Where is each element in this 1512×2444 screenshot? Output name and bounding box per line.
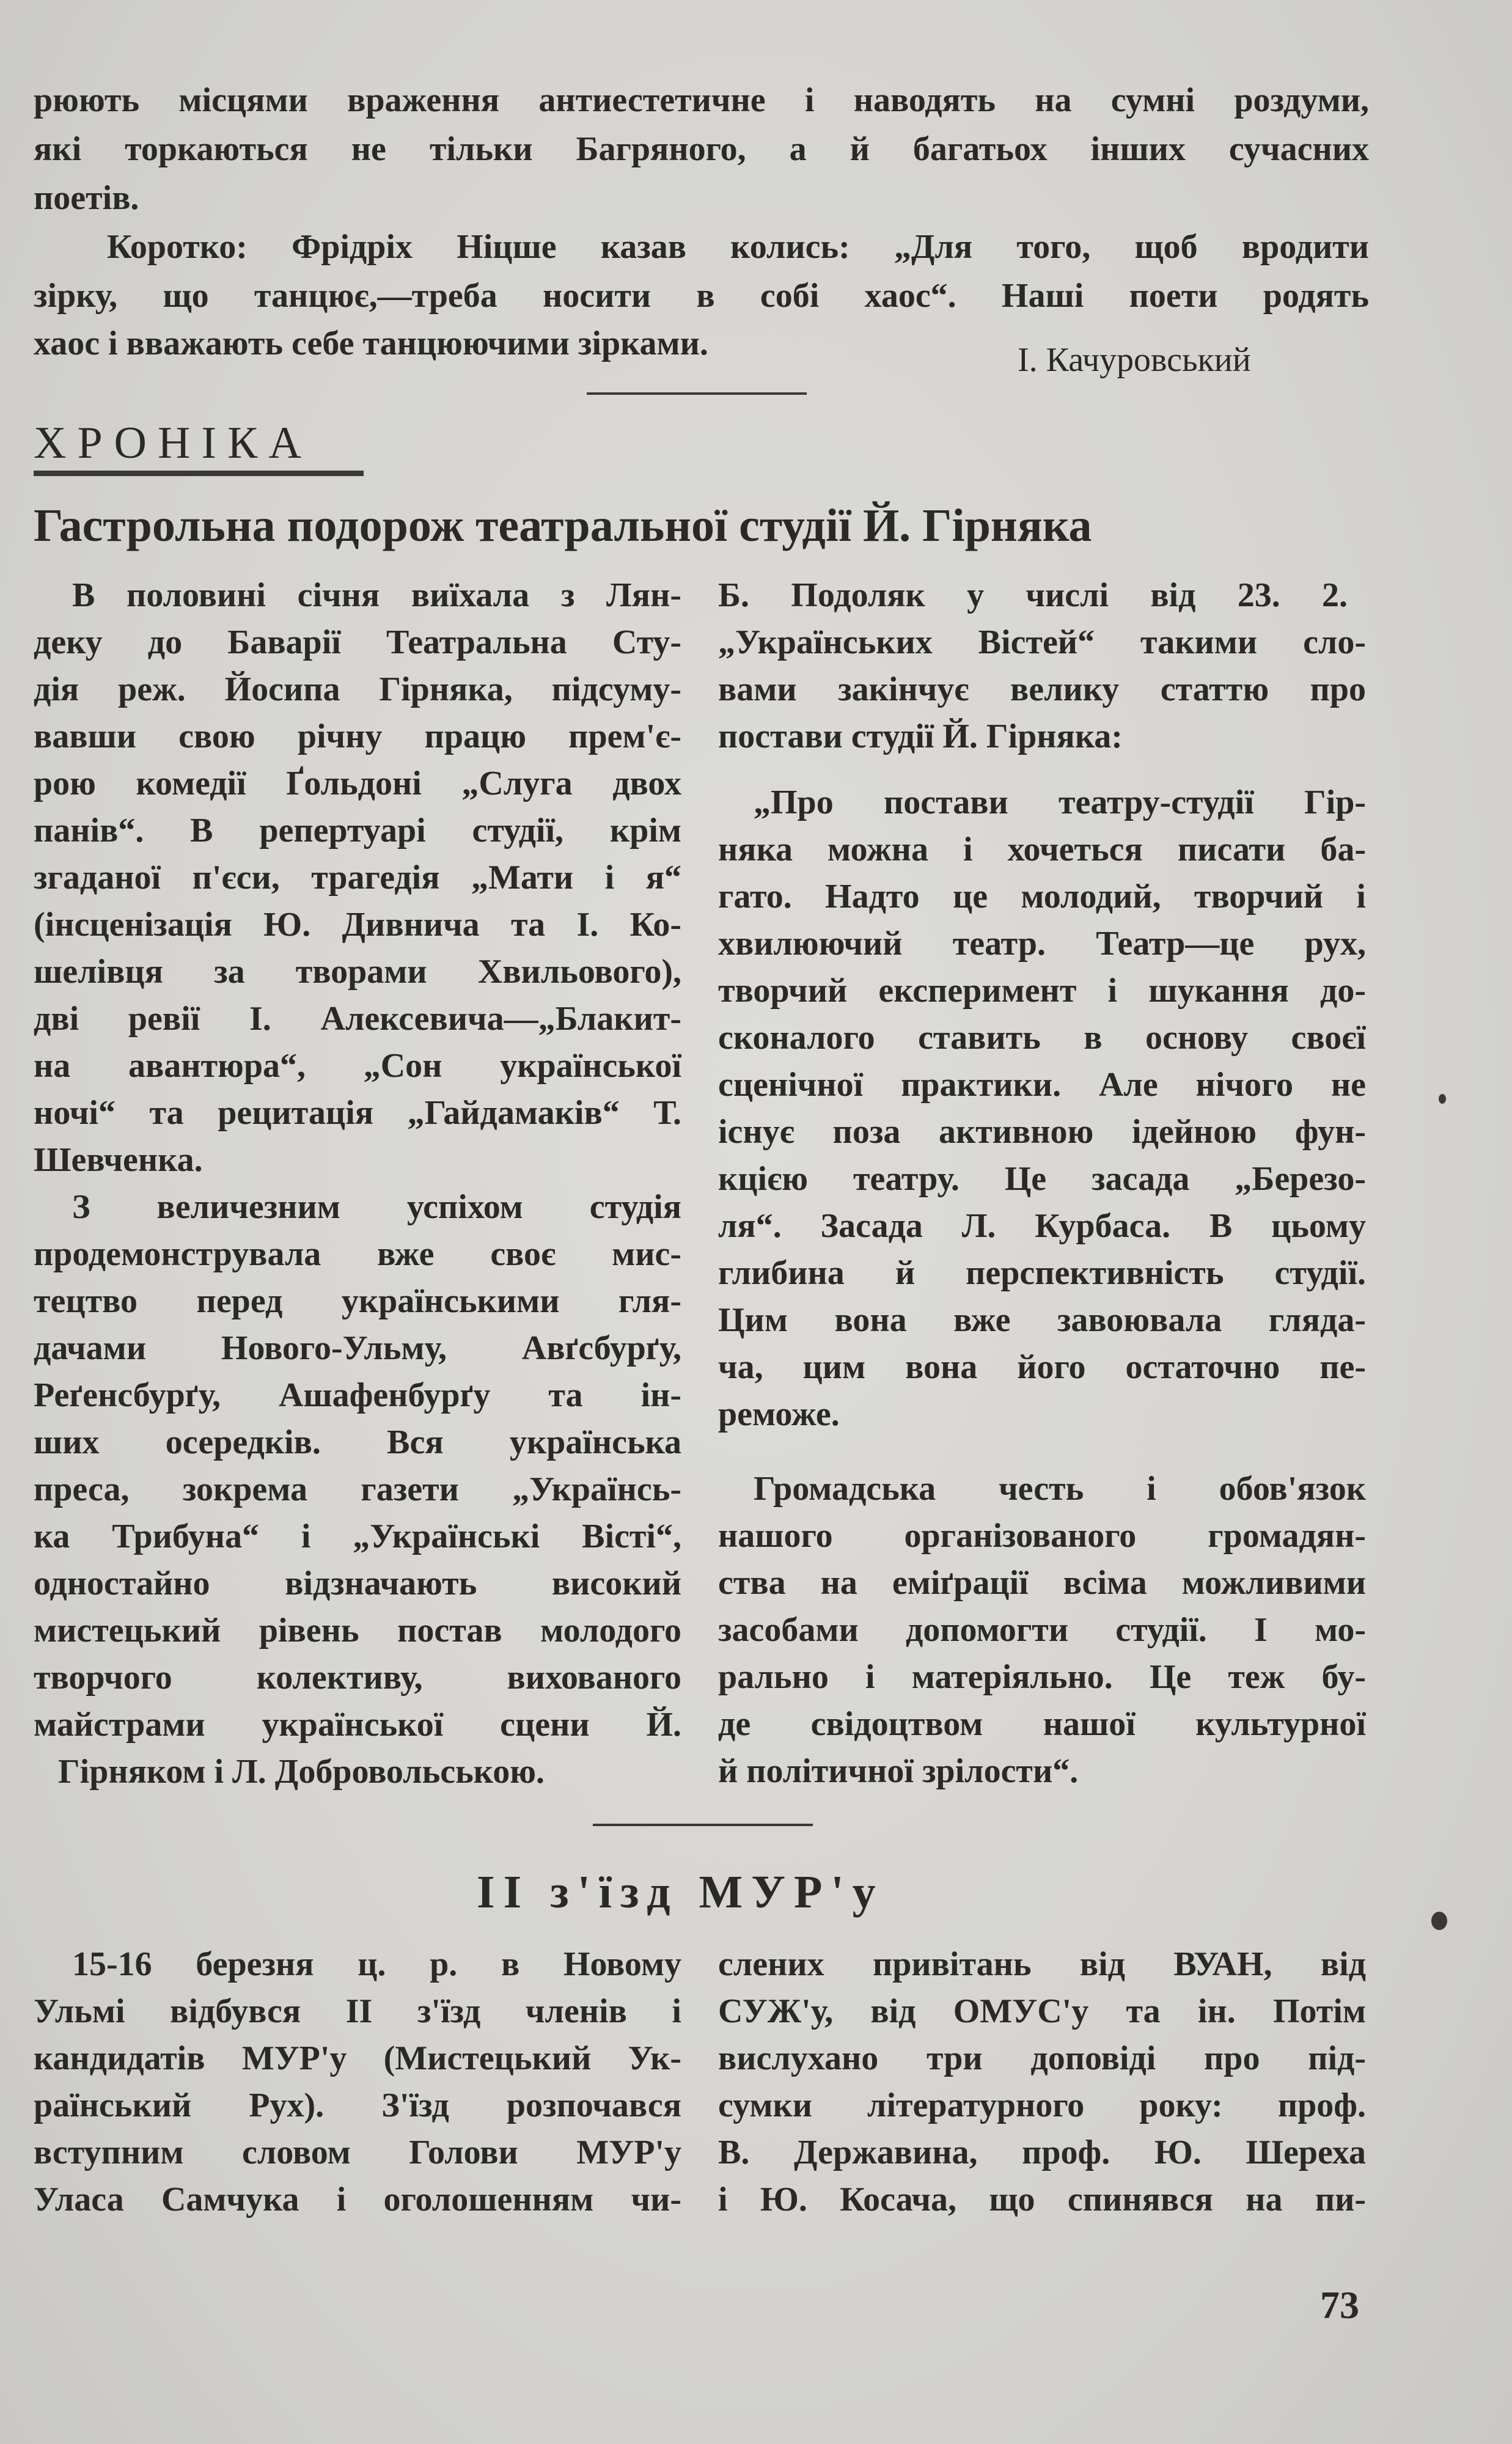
text-line: Гірняком і Л. Добровольською. — [58, 1753, 545, 1791]
text-line: постави студії Й. Гірняка: — [718, 717, 1123, 755]
text-line: на авантюра“, „Сон української — [34, 1047, 681, 1085]
text-line: згаданої п'єси, трагедія „Мати і я“ — [34, 859, 681, 897]
text-line: Шевченка. — [34, 1141, 203, 1179]
text-line: дві ревії І. Алексевича—„Блакит- — [34, 1000, 681, 1038]
text-line: 15-16 березня ц. р. в Новому — [72, 1945, 681, 1983]
text-line: „Українських Вістей“ такими сло- — [718, 623, 1366, 661]
text-line: раїнський Рух). З'їзд розпочався — [34, 2086, 681, 2124]
text-line: Громадська честь і обов'язок — [754, 1470, 1366, 1508]
text-line: кандидатів МУР'у (Мистецький Ук- — [34, 2039, 681, 2077]
text-line: З величезним успіхом студія — [72, 1188, 681, 1226]
text-line: творчого колективу, вихованого — [34, 1659, 681, 1697]
text-line: і Ю. Косача, що спинявся на пи- — [718, 2181, 1366, 2218]
ink-speck — [1439, 1094, 1446, 1104]
text-line: гато. Надто це молодий, творчий і — [718, 878, 1366, 916]
text-line: мистецький рівень постав молодого — [34, 1612, 681, 1650]
text-line: майстрами української сцени Й. — [34, 1706, 681, 1744]
text-line: рально і матеріяльно. Це теж бу- — [718, 1658, 1366, 1696]
text-line: ка Трибуна“ і „Українські Вісті“, — [34, 1517, 681, 1555]
text-line: нашого організованого громадян- — [718, 1517, 1366, 1555]
text-line: преса, зокрема газети „Українсь- — [34, 1470, 681, 1508]
text-line: вислухано три доповіді про під- — [718, 2039, 1366, 2077]
text-line: поетів. — [34, 179, 139, 217]
section-title: ХРОНІКА — [34, 418, 312, 468]
text-line: В половині січня виїхала з Лян- — [72, 576, 681, 614]
text-line: панів“. В репертуарі студії, крім — [34, 812, 681, 850]
text-line: шелівця за творами Хвильового), — [34, 953, 681, 991]
text-line: ства на еміґрації всіма можливими — [718, 1564, 1366, 1602]
article-title: Гастрольна подорож театральної студії Й. Гірняка — [34, 500, 1092, 551]
text-line: ших осередків. Вся українська — [34, 1423, 681, 1461]
text-line: ча, цим вона його остаточно пе- — [718, 1348, 1366, 1386]
text-line: зірку, що танцює,—треба носити в собі хаос“. Наші поети родять — [34, 277, 1369, 315]
text-line: рюють місцями враження антиестетичне і наводять на сумні роздуми, — [34, 81, 1369, 119]
text-line: В. Державина, проф. Ю. Шереха — [718, 2134, 1366, 2171]
text-line: тецтво перед українськими гля- — [34, 1282, 681, 1320]
text-line: Цим вона вже завоювала гляда- — [718, 1301, 1366, 1339]
text-line: СУЖ'у, від ОМУС'у та ін. Потім — [718, 1992, 1366, 2030]
text-line: рою комедії Ґольдоні „Слуга двох — [34, 765, 681, 802]
divider — [593, 1824, 813, 1826]
divider — [587, 392, 807, 395]
text-line: сконалого ставить в основу своєї — [718, 1019, 1366, 1057]
text-line: одностайно відзначають високий — [34, 1565, 681, 1602]
text-line: Реґенсбурґу, Ашафенбурґу та ін- — [34, 1376, 681, 1414]
text-line: кцією театру. Це засада „Березо- — [718, 1160, 1366, 1198]
text-line: існує поза активною ідейною фун- — [718, 1113, 1366, 1151]
text-line: вступним словом Голови МУР'у — [34, 2134, 681, 2171]
page-number: 73 — [1320, 2283, 1359, 2327]
text-line: ночі“ та рецитація „Гайдамаків“ Т. — [34, 1094, 681, 1132]
text-line: сумки літературного року: проф. — [718, 2086, 1366, 2124]
text-line: Б. Подоляк у числі від 23. 2. — [718, 576, 1348, 614]
text-line: „Про постави театру-студії Гір- — [754, 783, 1366, 821]
text-line: сценічної практики. Але нічого не — [718, 1066, 1366, 1104]
text-line: творчий експеримент і шукання до- — [718, 972, 1366, 1010]
text-line: вами закінчує велику статтю про — [718, 670, 1366, 708]
text-line: де свідоцтвом нашої культурної — [718, 1705, 1366, 1743]
text-line: засобами допомогти студії. І мо- — [718, 1611, 1366, 1649]
text-line: Коротко: Фрідріх Ніцше казав колись: „Для того, щоб вродити — [107, 228, 1369, 266]
text-line: вавши свою річну працю прем'є- — [34, 717, 681, 755]
text-line: няка можна і хочеться писати ба- — [718, 831, 1366, 868]
author-signature: І. Качуровський — [1018, 341, 1251, 379]
text-line: (інсценізація Ю. Дивнича та І. Ко- — [34, 906, 681, 944]
text-line: деку до Баварії Театральна Сту- — [34, 623, 681, 661]
text-line: хвилюючий театр. Театр—це рух, — [718, 925, 1366, 963]
text-line: Ульмі відбувся II з'їзд членів і — [34, 1992, 681, 2030]
text-line: продемонструвала вже своє мис- — [34, 1235, 681, 1273]
section-title-underline — [34, 471, 364, 476]
text-line: дачами Нового-Ульму, Авґсбурґу, — [34, 1329, 681, 1367]
text-line: хаос і вважають себе танцюючими зірками. — [34, 325, 708, 362]
text-line: й політичної зрілости“. — [718, 1752, 1079, 1790]
article-title: II з'їзд МУР'у — [477, 1866, 884, 1918]
text-line: дія реж. Йосипа Гірняка, підсуму- — [34, 670, 681, 708]
text-line: ля“. Засада Л. Курбаса. В цьому — [718, 1207, 1366, 1245]
text-line: глибина й перспективність студії. — [718, 1254, 1366, 1292]
text-line: реможе. — [718, 1395, 840, 1433]
text-line: Уласа Самчука і оголошенням чи- — [34, 2181, 681, 2218]
text-line: слених привітань від ВУАН, від — [718, 1945, 1366, 1983]
text-line: які торкаються не тільки Багряного, а й багатьох інших сучасних — [34, 130, 1369, 168]
ink-speck — [1431, 1912, 1447, 1930]
